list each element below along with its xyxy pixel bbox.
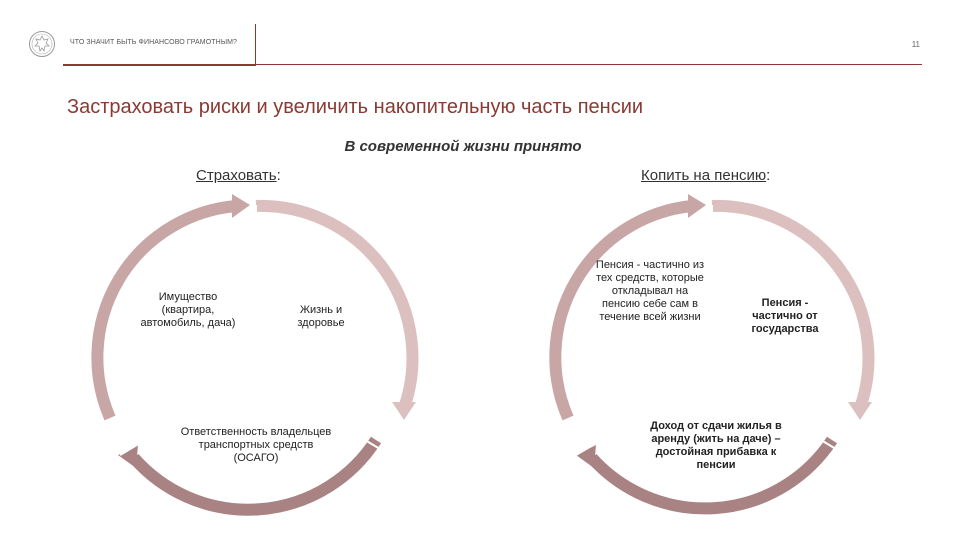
left-cycle-segment-left: Имущество (квартира, автомобиль, дача) bbox=[140, 291, 236, 329]
right-cycle-arrow-top bbox=[848, 402, 872, 420]
right-cycle-segment-left: Пенсия - частично из тех средств, которые откладывал на пенсию себе сам в течение всей жизни bbox=[595, 259, 705, 323]
left-cycle-segment-right: Жизнь и здоровье bbox=[297, 304, 345, 329]
left-cycle-arrow-top bbox=[392, 402, 416, 420]
right-column-heading-colon: : bbox=[766, 167, 771, 184]
right-cycle-arrow-left bbox=[688, 194, 706, 218]
left-cycle-segment-bottom: Ответственность владельцев транспортных средств (ОСАГО) bbox=[180, 426, 332, 464]
right-cycle-segment-bottom: Доход от сдачи жилья в аренду (жить на даче) – достойная прибавка к пенсии bbox=[650, 420, 782, 471]
left-cycle-arrow-left bbox=[232, 194, 250, 218]
left-cycle-arrow-bottom bbox=[118, 445, 138, 468]
section-label: ЧТО ЗНАЧИТ БЫТЬ ФИНАНСОВО ГРАМОТНЫМ? bbox=[70, 39, 238, 46]
right-column-heading-text: Копить на пенсию bbox=[641, 167, 767, 184]
slide-title: Застраховать риски и увеличить накопительную часть пенсии bbox=[67, 96, 644, 118]
page-number: 11 bbox=[911, 40, 920, 49]
right-cycle-segment-right: Пенсия - частично от государства bbox=[751, 297, 819, 335]
left-column-heading-text: Страховать bbox=[196, 167, 277, 184]
slide-subtitle: В современной жизни принято bbox=[344, 138, 582, 155]
left-column-heading-colon: : bbox=[276, 167, 281, 184]
